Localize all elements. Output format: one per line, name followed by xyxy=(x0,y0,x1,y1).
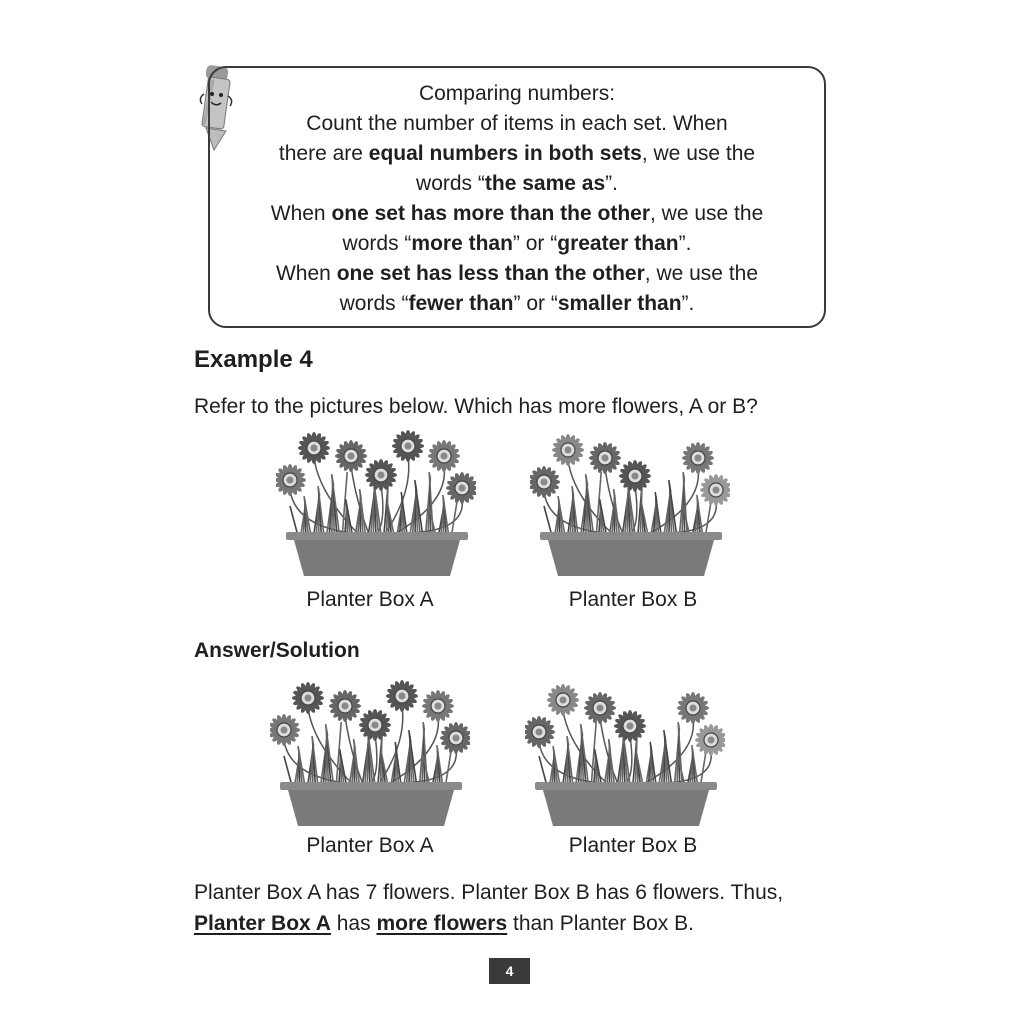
flower-icon xyxy=(525,716,555,748)
flower-icon xyxy=(359,709,391,741)
flower-icon xyxy=(392,430,424,462)
flower-icon xyxy=(292,682,324,714)
planter-box-b-illustration xyxy=(525,678,725,828)
flower-icon xyxy=(614,710,646,742)
flower-icon xyxy=(446,472,476,504)
flower-icon xyxy=(589,442,621,474)
flower-icon xyxy=(530,466,560,498)
flower-icon xyxy=(298,432,330,464)
example-question: Refer to the pictures below. Which has more flowers, A or B? xyxy=(194,395,758,418)
flower-icon xyxy=(677,692,709,724)
planter-box xyxy=(294,540,460,576)
answer-text xyxy=(194,877,783,939)
flower-icon xyxy=(584,692,616,724)
note-line: there are equal numbers in both sets, we use the xyxy=(278,142,756,165)
planter-rim xyxy=(535,782,717,790)
flower-icon xyxy=(547,684,579,716)
note-line: words “the same as”. xyxy=(416,172,618,195)
answer-heading: Answer/Solution xyxy=(194,639,360,662)
answer-line-1: Planter Box A has 7 flowers. Planter Box B has 6 flowers. Thus, xyxy=(194,881,784,904)
flower-icon xyxy=(422,690,454,722)
flower-icon xyxy=(365,459,397,491)
flower-icon xyxy=(619,460,651,492)
flower-icon xyxy=(682,442,714,474)
planter-box xyxy=(288,790,454,826)
note-line: When one set has less than the other, we use the xyxy=(275,262,759,285)
caption-planter-b: Planter Box B xyxy=(568,834,698,857)
note-line: words “fewer than” or “smaller than”. xyxy=(339,292,695,315)
answer-line-2: Planter Box A has more flowers than Planter Box B. xyxy=(194,912,694,935)
flower-icon xyxy=(700,474,730,506)
caption-planter-a: Planter Box A xyxy=(306,834,434,857)
page-number: 4 xyxy=(489,958,530,984)
note-line: words “more than” or “greater than”. xyxy=(342,232,692,255)
caption-planter-b: Planter Box B xyxy=(568,588,698,611)
comparing-numbers-note xyxy=(208,66,826,328)
planter-box-a-illustration xyxy=(270,678,470,828)
note-line: Count the number of items in each set. When xyxy=(306,112,728,135)
flower-icon xyxy=(428,440,460,472)
flower-icon xyxy=(695,724,725,756)
planter-box xyxy=(548,540,714,576)
flower-icon xyxy=(329,690,361,722)
flower-icon xyxy=(552,434,584,466)
planter-box-a-illustration xyxy=(276,428,476,578)
planter-box-b-illustration xyxy=(530,428,730,578)
note-line: When one set has more than the other, we use the xyxy=(270,202,764,225)
note-title: Comparing numbers: xyxy=(418,82,616,105)
caption-planter-a: Planter Box A xyxy=(306,588,434,611)
flower-icon xyxy=(335,440,367,472)
flower-icon xyxy=(276,464,306,496)
flower-icon xyxy=(440,722,470,754)
planter-rim xyxy=(280,782,462,790)
planter-rim xyxy=(286,532,468,540)
planter-box xyxy=(543,790,709,826)
flower-icon xyxy=(270,714,300,746)
planter-rim xyxy=(540,532,722,540)
flower-icon xyxy=(386,680,418,712)
example-heading: Example 4 xyxy=(194,346,313,373)
